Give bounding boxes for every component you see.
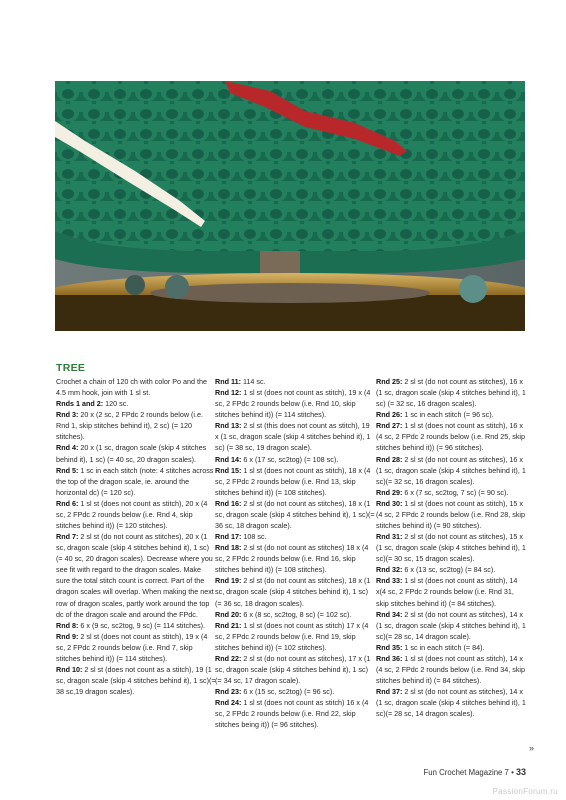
round-instruction <box>215 387 375 420</box>
round-label: Rnd 27: <box>376 421 403 431</box>
page-footer <box>424 767 526 777</box>
round-text: 1 sl st (does not count as stitch), 19 x (4 sc, 2 FPdc 2 rounds below (i.e. Rnd 10, skip stitches behind it)) (= 114 stitches). <box>215 388 371 420</box>
round-text: 1 sl st (does not count as stitch), 15 x (4 sc, 2 FPdc 2 rounds below (i.e. Rnd 28, skip stitches behind it) (= 90 stitches). <box>376 498 526 531</box>
round-label: Rnd 12: <box>215 388 242 398</box>
round-text: 1 sl st (does not count as stitch), 16 x (4 sc, 2 FPdc 2 rounds below (i.e. Rnd 25, skip stitches behind it)) (= 96 stitches). <box>376 421 526 453</box>
round-text: 6 x (17 sc, sc2tog) (= 108 sc). <box>241 454 339 464</box>
round-instruction <box>376 575 528 608</box>
round-label: Rnd 25: <box>376 377 403 386</box>
round-text: 2 sl st (do not count as stitches) 18 x (4 sc, 2 FPdc 2 rounds below (i.e. Rnd 16, skip stitches behind it)) (= 108 stitches). <box>215 543 369 575</box>
round-label: Rnd 7: <box>56 532 79 542</box>
round-instruction <box>376 376 528 409</box>
round-text: 6 x (7 sc, sc2tog, 7 sc) (= 90 sc). <box>402 487 509 497</box>
round-label: Rnd 19: <box>215 576 242 586</box>
round-text: 2 sl st (do not count as stitches), 16 x (1 sc, dragon scale (skip 4 stitches behind it), 1 sc)(= 32 sc, 16 dragon scales). <box>376 454 526 486</box>
round-instruction <box>215 465 375 498</box>
round-list <box>56 398 216 697</box>
round-instruction <box>376 609 528 642</box>
round-label: Rnd 23: <box>215 687 242 697</box>
round-instruction <box>376 531 528 564</box>
round-instruction <box>215 697 375 730</box>
round-instruction <box>56 409 216 442</box>
round-label: Rnd 32: <box>376 565 403 575</box>
round-label: Rnd 28: <box>376 454 403 464</box>
round-text: 1 sl st (does not count as stitch), 20 x (4 sc, 2 FPdc 2 rounds below (i.e. Rnd 4, skip stitches behind it)) (= 120 stitches). <box>56 498 208 531</box>
round-text: 2 sl st (do not count as stitches), 14 x (1 sc, dragon scale (skip 4 stitches behind it), 1 sc)(= 28 sc, 14 dragon scale). <box>376 609 526 641</box>
round-label: Rnd 37: <box>376 687 403 697</box>
round-label: Rnd 14: <box>215 454 242 464</box>
round-instruction <box>56 531 216 620</box>
round-label: Rnd 20: <box>215 609 242 619</box>
round-list <box>376 376 528 719</box>
round-label: Rnd 8: <box>56 620 79 630</box>
section-title: TREE <box>56 362 86 374</box>
round-instruction <box>376 498 528 531</box>
round-label: Rnd 22: <box>215 653 242 663</box>
round-text: 108 sc. <box>241 532 267 542</box>
round-label: Rnd 16: <box>215 498 242 508</box>
round-label: Rnd 29: <box>376 487 403 497</box>
magazine-name: Fun Crochet Magazine 7 <box>423 768 509 777</box>
round-list <box>215 376 375 731</box>
round-text: 1 sc in each stitch (note: 4 stitches across the top of the dragon scale, ie. around the horizontal dc) (= 120 sc). <box>56 465 214 497</box>
round-label: Rnd 3: <box>56 410 79 420</box>
round-label: Rnd 24: <box>215 698 242 708</box>
round-label: Rnds 1 and 2: <box>56 399 104 409</box>
round-instruction <box>215 686 375 697</box>
round-instruction <box>215 575 375 608</box>
round-text: 2 sl st (do not count as stitches), 18 x (1 sc, dragon scale (skip 4 stitches behind it), 1 sc)(= 36 sc, 18 dragon scale). <box>215 498 375 531</box>
continue-arrow-icon: » <box>529 743 535 753</box>
crochet-tree-photo <box>55 81 525 331</box>
round-text: 1 sc in each stitch (= 84). <box>402 642 485 652</box>
round-text: 6 x (15 sc, sc2tog) (= 96 sc). <box>241 687 335 697</box>
round-label: Rnd 36: <box>376 653 403 663</box>
round-instruction <box>56 620 216 631</box>
round-text: 2 sl st (this does not count as stitch), 19 x (1 sc, dragon scale (skip 4 stitches behind it), 1 sc) (= 38 sc, 19 dragon scale). <box>215 421 371 453</box>
round-instruction <box>376 653 528 686</box>
column-1 <box>56 376 216 697</box>
round-label: Rnd 35: <box>376 642 403 652</box>
round-instruction <box>56 498 216 531</box>
round-label: Rnd 34: <box>376 609 403 619</box>
round-text: 1 sl st (does not count as stitch) 16 x (4 sc, 2 FPdc 2 rounds below (i.e. Rnd 22, skip stitches being it)) (= 96 stitches). <box>215 698 369 730</box>
round-label: Rnd 9: <box>56 631 79 641</box>
round-instruction <box>376 454 528 487</box>
round-text: 6 x (13 sc, sc2tog) (= 84 sc). <box>402 565 496 575</box>
round-instruction <box>215 454 375 465</box>
round-instruction <box>215 609 375 620</box>
footer-separator: • <box>511 768 514 777</box>
round-instruction <box>376 487 528 498</box>
round-text: 2 sl st (do not count as stitches), 17 x (1 sc, dragon scale (skip 4 stitches behind it), 1 sc) (= 34 sc, 17 dragon scale). <box>215 653 371 686</box>
round-instruction <box>215 420 375 453</box>
round-label: Rnd 26: <box>376 410 403 420</box>
round-label: Rnd 33: <box>376 576 403 586</box>
round-text: 2 sl st (do not count as stitches), 16 x (1 sc, dragon scale (skip 4 stitches behind it), 1 sc) (= 32 sc, 16 dragon scales). <box>376 377 526 409</box>
round-text: 6 x (8 sc, sc2tog, 8 sc) (= 102 sc). <box>241 609 352 619</box>
round-instruction <box>56 631 216 664</box>
round-instruction <box>376 686 528 719</box>
round-instruction <box>376 409 528 420</box>
round-label: Rnd 5: <box>56 465 79 475</box>
round-label: Rnd 15: <box>215 465 242 475</box>
column-2 <box>215 376 375 731</box>
round-text: 120 sc. <box>103 399 129 409</box>
round-instruction <box>56 442 216 464</box>
round-instruction <box>215 531 375 542</box>
round-text: 1 sl st (does not count as stitch), 14 x (4 sc, 2 FPdc 2 rounds below (i.e. Rnd 34, skip stitches behind it) (= 84 stitches). <box>376 653 526 686</box>
round-instruction <box>56 465 216 498</box>
round-instruction <box>215 542 375 575</box>
round-text: 2 sl st (do not count as stitches), 14 x (1 sc, dragon scale (skip 4 stitches behind it), 1 sc)(= 28 sc, 14 dragon scales). <box>376 687 526 719</box>
round-text: 2 sl st (do not count as stitches), 20 x (1 sc, dragon scale (skip 4 stitches behind it), 1 sc) (= 40 sc, 20 dragon scales). Decrease where you see fit with regard to the dragon scales. Make sure the total stitch count is correct. Part of the dragon scales will overlap. When making the next row of dragon scales, partly work around the top dc of the dragon scale and around the FPdc. <box>56 532 214 619</box>
round-label: Rnd 31: <box>376 532 403 542</box>
round-text: 1 sl st (does not count as stitch), 18 x (4 sc, 2 FPdc 2 rounds below (i.e. Rnd 13, skip stitches behind it)) (= 108 stitches). <box>215 465 371 497</box>
round-instruction <box>215 498 375 531</box>
round-text: 20 x (1 sc, dragon scale (skip 4 stitches behind it), 1 sc) (= 40 sc, 20 dragon scales). <box>56 443 207 464</box>
round-label: Rnd 21: <box>215 620 242 630</box>
page-number: 33 <box>515 767 526 777</box>
round-text: 6 x (9 sc, sc2tog, 9 sc) (= 114 stitches). <box>78 620 206 630</box>
round-instruction <box>215 653 375 686</box>
round-label: Rnd 11: <box>215 377 241 386</box>
round-instruction <box>376 642 528 653</box>
round-text: 2 sl st (does not count as stitch), 19 x (4 sc, 2 FPdc 2 rounds below (i.e. Rnd 7, skip stitches behind it)) (= 114 stitches). <box>56 631 208 663</box>
intro-paragraph: Crochet a chain of 120 ch with color Po and the 4.5 mm hook, join with 1 sl st. <box>56 377 208 398</box>
round-text: 114 sc. <box>240 377 266 386</box>
round-instruction <box>215 620 375 653</box>
round-label: Rnd 30: <box>376 498 403 508</box>
round-text: 2 sl st (do not count as stitches), 18 x (1 sc, dragon scale (skip 4 stitches behind it), 1 sc) (= 36 sc, 18 dragon scales). <box>215 576 371 608</box>
round-instruction <box>376 564 528 575</box>
round-text: 20 x (2 sc, 2 FPdc 2 rounds below (i.e. Rnd 1, skip stitches behind it), 2 sc) (= 120 stitches). <box>56 410 204 442</box>
watermark: PassionForum.ru <box>492 787 558 796</box>
round-instruction <box>376 420 528 453</box>
round-instruction <box>215 376 375 387</box>
round-instruction <box>56 398 216 409</box>
round-label: Rnd 10: <box>56 665 83 675</box>
round-label: Rnd 18: <box>215 543 242 553</box>
round-label: Rnd 13: <box>215 421 242 431</box>
round-label: Rnd 17: <box>215 532 242 542</box>
round-text: 1 sl st (does not count as stitch), 14 x(4 sc, 2 FPdc 2 rounds below (i.e. Rnd 31, skip stitches behind it) (= 84 stitches). <box>376 576 518 608</box>
round-text: 1 sl st (does not count as stitch) 17 x (4 sc, 2 FPdc 2 rounds below (i.e. Rnd 19, skip stitches behind it)) (= 102 stitches). <box>215 620 369 652</box>
column-3 <box>376 376 528 719</box>
round-text: 2 sl st (does not count as a stitch), 19 (1 sc, dragon scale (skip 4 stitches behind it), 1 sc)(= 38 sc,19 dragon scales). <box>56 665 216 697</box>
round-text: 2 sl st (do not count as stitches), 15 x (1 sc, dragon scale (skip 4 stitches behind it), 1 sc)(= 30 sc, 15 dragon scales). <box>376 532 526 564</box>
round-text: 1 sc in each stitch (= 96 sc). <box>402 410 494 420</box>
round-label: Rnd 4: <box>56 443 79 453</box>
round-label: Rnd 6: <box>56 498 79 508</box>
round-instruction <box>56 664 216 697</box>
